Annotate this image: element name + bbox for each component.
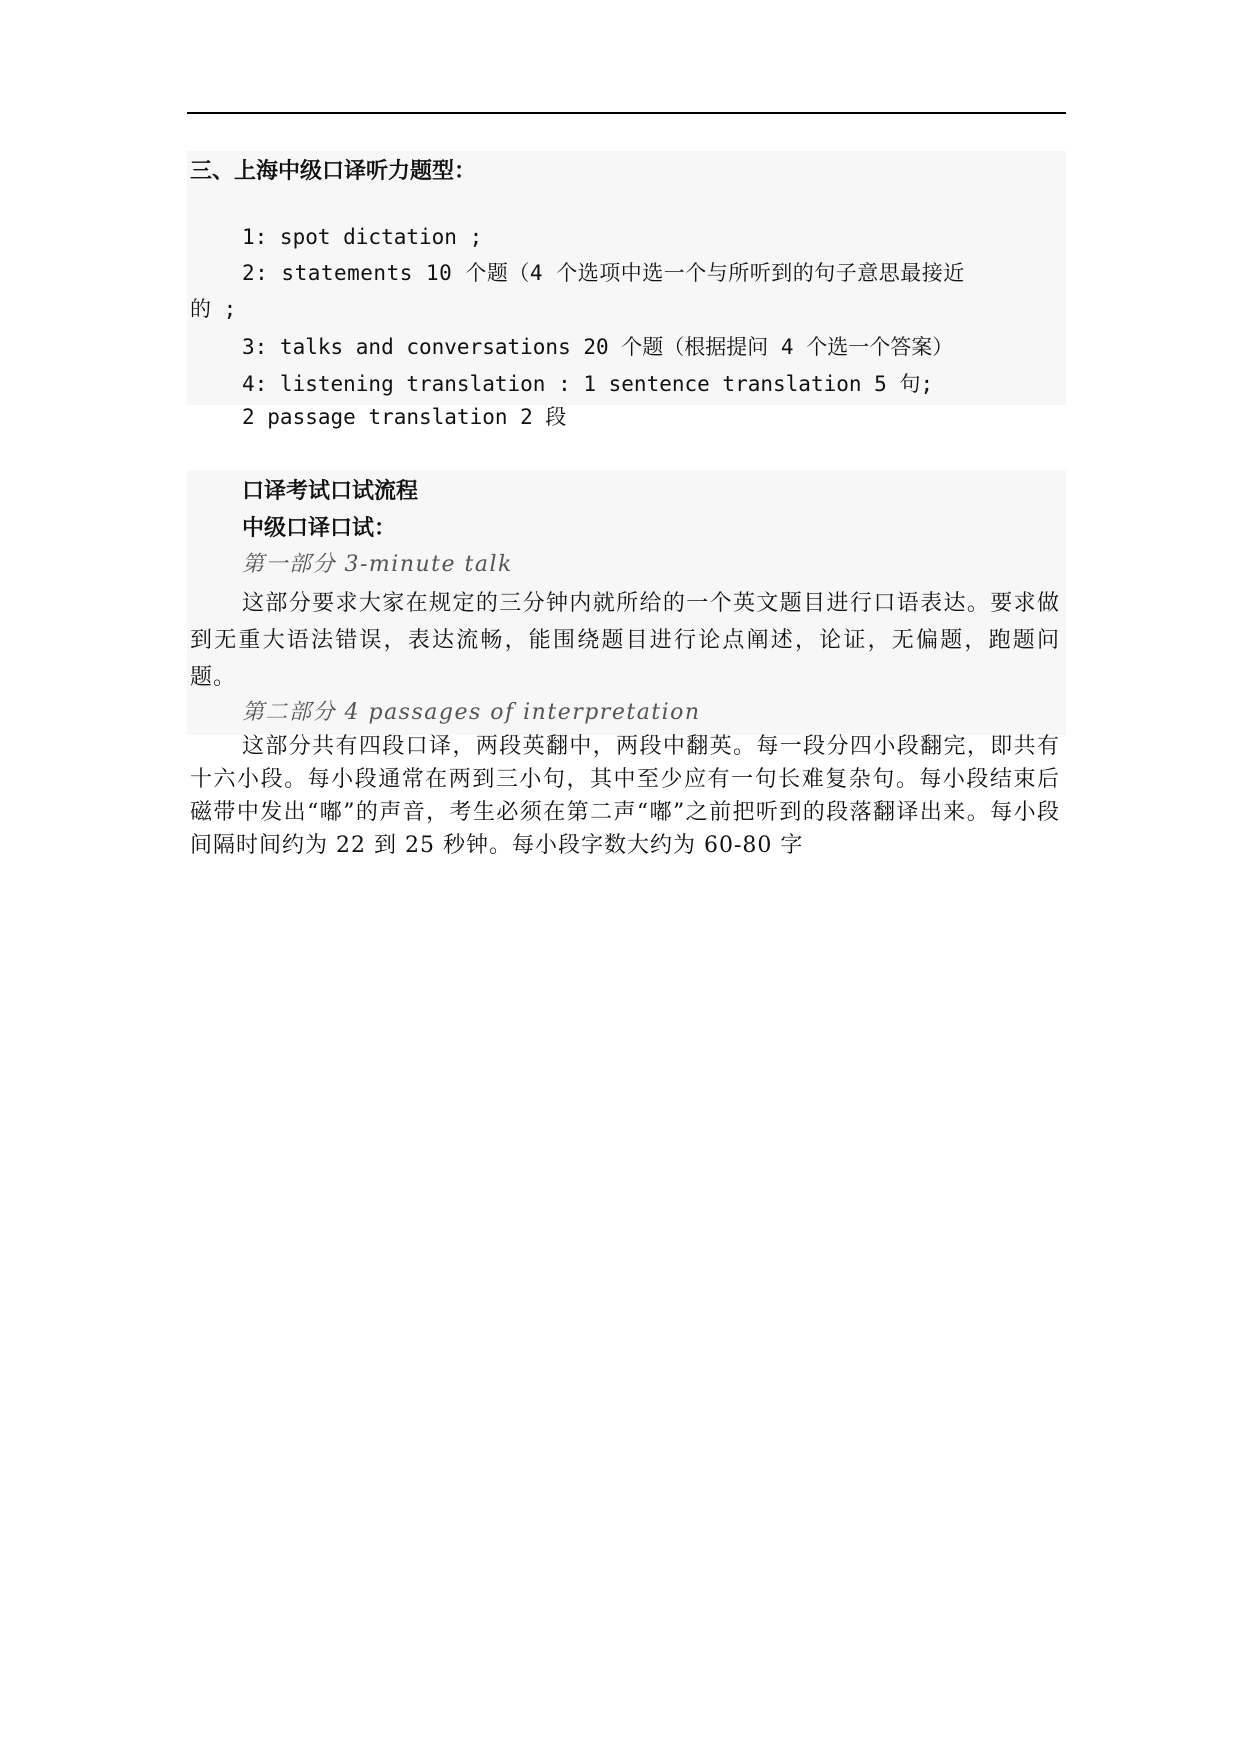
list-item: 2: statements 10 个题（4 个选项中选一个与所听到的句子意思最接近 bbox=[242, 261, 965, 285]
section-heading: 三、上海中级口译听力题型： bbox=[190, 158, 477, 184]
header-rule bbox=[187, 112, 1066, 114]
part1-heading: 第一部分 3-minute talk bbox=[242, 552, 513, 577]
list-item: 3: talks and conversations 20 个题（根据提问 4 个选一个答案） bbox=[242, 335, 954, 359]
part2-heading: 第二部分 4 passages of interpretation bbox=[242, 700, 701, 725]
list-item: 1: spot dictation ; bbox=[242, 225, 483, 249]
list-item: 4: listening translation : 1 sentence translation 5 句; bbox=[242, 372, 934, 396]
oral-exam-subtitle: 中级口译口试： bbox=[242, 515, 397, 541]
part1-body: 这部分要求大家在规定的三分钟内就所给的一个英文题目进行口语表达。要求做到无重大语法错误，表达流畅，能围绕题目进行论点阐述，论证，无偏题，跑题问题。 bbox=[190, 591, 1060, 690]
part2-body: 这部分共有四段口译，两段英翻中，两段中翻英。每一段分四小段翻完，即共有十六小段。每小段通常在两到三小句，其中至少应有一句长难复杂句。每小段结束后磁带中发出“嘟”的声音，考生必须在第二声“嘟”之前把听到的段落翻译出来。每小段间隔时间约为 22 到 25 秒钟。每小段字数大约为 60-80 字 bbox=[190, 734, 1060, 858]
list-item-continuation: 的 ; bbox=[190, 297, 237, 321]
oral-exam-title: 口译考试口试流程 bbox=[242, 478, 419, 504]
list-item: 2 passage translation 2 段 bbox=[242, 405, 567, 429]
